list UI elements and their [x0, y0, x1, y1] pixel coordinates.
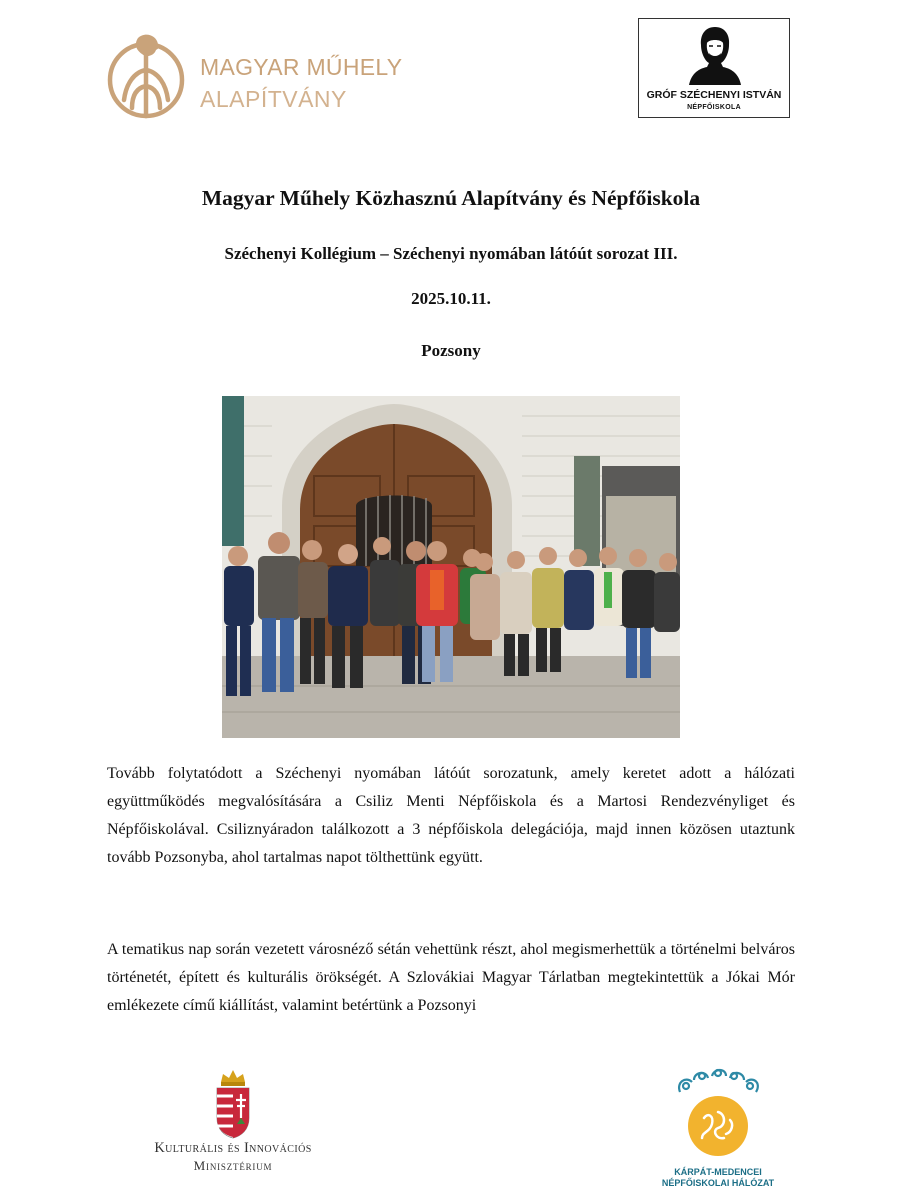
magyar-muhely-logo	[104, 30, 404, 126]
hungarian-coat-of-arms-icon	[213, 1068, 253, 1140]
paragraph-2	[107, 936, 795, 1020]
network-sun-logo-icon	[668, 1068, 768, 1164]
logo-name-line2: ALAPÍTVÁNY	[200, 86, 347, 112]
paragraph-1	[107, 760, 795, 872]
karpat-medencei-halozat-logo	[648, 1068, 788, 1186]
eagle-wheat-logo-icon	[104, 30, 188, 126]
event-date: 2025.10.11.	[411, 289, 491, 308]
gsi-logo-line1: GRÓF SZÉCHENYI ISTVÁN	[646, 89, 782, 101]
szechenyi-nepfoiskola-logo	[638, 18, 790, 118]
group-photo-icon	[222, 396, 680, 738]
paragraph-2-text: A tematikus nap során vezetett városnéző sétán vehettünk részt, ahol megismerhettük a történelmi belváros történetét, épített és kulturális örökségét. A Szlovákiai Magyar Tárlatban megtekintettük a Jókai Mór emlékezete című kiállítást, valamint betértünk a Pozsonyi	[107, 941, 795, 1014]
document-title: Magyar Műhely Közhasznú Alapítvány és Népfőiskola	[201, 186, 701, 210]
paragraph-1-text: Tovább folytatódott a Széchenyi nyomában látóút sorozatunk, amely keretet adott a hálózati együttműködés megvalósítására a Csiliz Menti Népfőiskola és a Martosi Rendezvényliget és Népfőiskolával. Csiliznyáradon találkozott a 3 népfőiskola delegációja, majd innen közösen utaztunk tovább Pozsonyba, ahol tartalmas napot tölthettünk együtt.	[107, 765, 795, 866]
kmnh-name-line2: NÉPFŐISKOLAI HÁLÓZAT	[661, 1178, 775, 1188]
document-subtitle: Széchenyi Kollégium – Széchenyi nyomában látóút sorozat III.	[224, 244, 678, 263]
event-location: Pozsony	[421, 341, 481, 360]
group-photo	[222, 396, 680, 738]
gsi-logo-line2: NÉPFŐISKOLA	[687, 104, 741, 111]
ministry-logo	[130, 1068, 336, 1180]
ministry-name-line1: Kulturális és Innovációs	[154, 1140, 312, 1156]
logo-name-line1: MAGYAR MŰHELY	[200, 54, 403, 80]
szechenyi-portrait-icon	[685, 23, 745, 87]
ministry-name-line2: Minisztérium	[193, 1158, 273, 1173]
kmnh-name-line1: KÁRPÁT-MEDENCEI	[674, 1167, 762, 1177]
